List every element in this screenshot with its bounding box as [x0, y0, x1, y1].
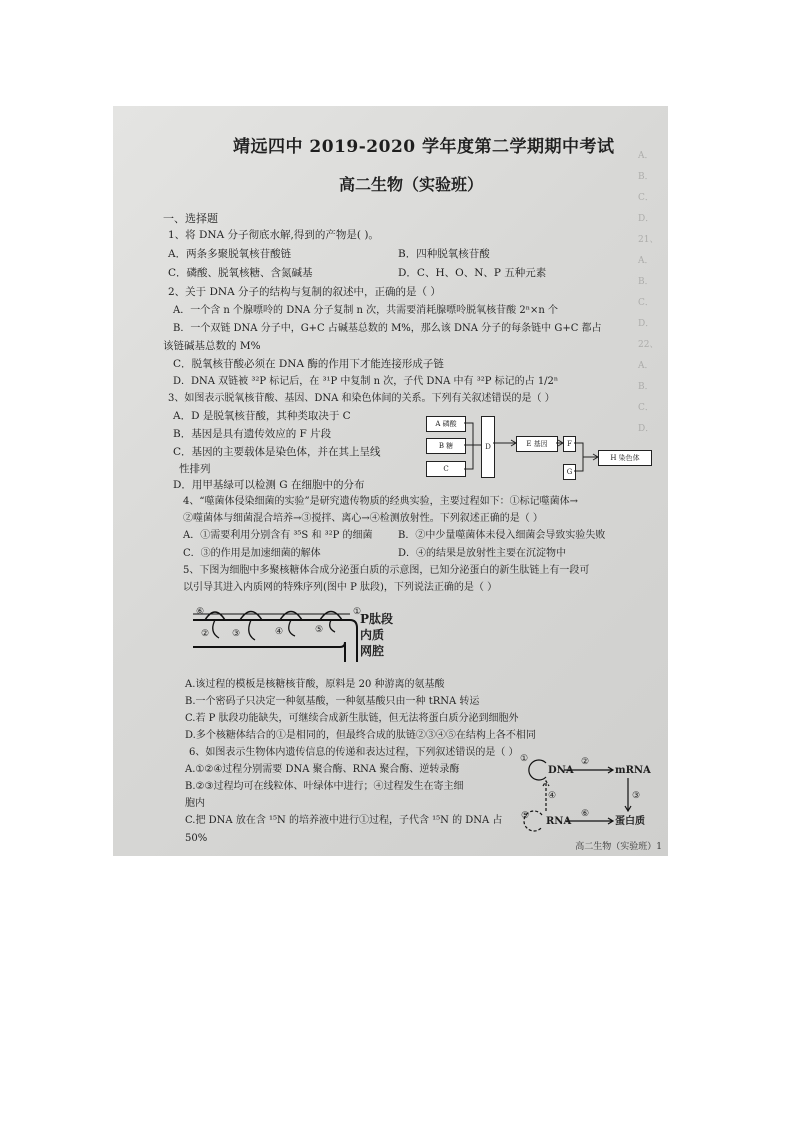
- q5-num-6: ⑥: [196, 607, 205, 617]
- q3-diagram: [423, 412, 653, 482]
- section-heading: 一、选择题: [163, 212, 218, 225]
- q6-num-4: ④: [548, 791, 557, 801]
- exam-subtitle: 高二生物（实验班）: [339, 175, 484, 194]
- q6-diagram: [518, 751, 658, 833]
- q5-diagram: [185, 602, 410, 662]
- q4-stem-line1: 4、“噬菌体侵染细菌的实验”是研究遗传物质的经典实验，主要过程如下：①标记噬菌体→: [183, 496, 578, 507]
- q1-option-d: D．C、H、O、N、P 五种元素: [398, 267, 547, 279]
- q6-num-6: ⑥: [581, 809, 590, 819]
- q4-option-b: B．②中少量噬菌体未侵入细菌会导致实验失败: [398, 530, 606, 541]
- q2-option-d: D．DNA 双链被 ³²P 标记后，在 ³¹P 中复制 n 次，子代 DNA 中有 ³²P 标记的占 1/2ⁿ: [173, 376, 559, 387]
- q6-option-c-line1: C.把 DNA 放在含 ¹⁵N 的培养液中进行①过程，子代含 ¹⁵N 的 DNA 占: [185, 815, 503, 826]
- label-protein: 蛋白质: [615, 816, 645, 827]
- q5-num-2: ②: [201, 629, 210, 639]
- page-footer: 高二生物（实验班）1: [575, 842, 662, 852]
- q3-option-b: B．基因是具有遗传效应的 F 片段: [173, 428, 332, 440]
- q1-option-b: B．四种脱氧核苷酸: [398, 248, 490, 260]
- q3-diagram-arrows: [423, 412, 653, 482]
- q6-option-b-line1: B.②③过程均可在线粒体、叶绿体中进行；④过程发生在寄主细: [185, 781, 464, 792]
- label-dna: DNA: [548, 765, 574, 776]
- q1-option-a: A．两条多聚脱氧核苷酸链: [168, 248, 292, 260]
- q5-stem-line1: 5、下图为细胞中多聚核糖体合成分泌蛋白质的示意图，已知分泌蛋白的新生肽链上有一段可: [183, 565, 590, 576]
- q2-option-b-line2: 该链碱基总数的 M%: [163, 340, 261, 352]
- q6-num-3: ③: [632, 791, 641, 801]
- label-mrna: mRNA: [615, 765, 651, 776]
- q6-num-1: ①: [520, 754, 529, 764]
- q3-stem: 3、如图表示脱氧核苷酸、基因、DNA 和染色体间的关系。下列有关叙述错误的是（ ）: [168, 393, 555, 404]
- q3-option-d: D．用甲基绿可以检测 G 在细胞中的分布: [173, 479, 365, 491]
- box-d: D: [481, 416, 495, 478]
- q6-stem: 6、如图表示生物体内遗传信息的传递和表达过程，下列叙述错误的是（ ）: [189, 747, 519, 758]
- q1-stem: 1、将 DNA 分子彻底水解,得到的产物是( )。: [168, 229, 379, 241]
- q5-num-4: ④: [275, 627, 284, 637]
- q6-num-2: ②: [581, 757, 590, 767]
- exam-title: 靖远四中 2019-2020 学年度第二学期期中考试: [233, 137, 615, 157]
- bleed-through-column: A． B． C． D． 21、 A． B． C． D． 22、 A． B． C． D．: [638, 151, 659, 434]
- q5-option-b: B.一个密码子只决定一种氨基酸，一种氨基酸只由一种 tRNA 转运: [185, 696, 480, 707]
- q1-option-c: C．磷酸、脱氧核糖、含氮碱基: [168, 267, 313, 279]
- label-er-2: 网腔: [360, 644, 385, 658]
- exam-photo: [113, 106, 668, 856]
- q2-option-c: C．脱氧核苷酸必须在 DNA 酶的作用下才能连接形成子链: [173, 358, 444, 370]
- q6-option-c-line2: 50%: [185, 833, 208, 844]
- q2-stem: 2、关于 DNA 分子的结构与复制的叙述中，正确的是（ ）: [168, 286, 441, 298]
- q6-option-b-line2: 胞内: [185, 798, 205, 809]
- label-er-1: 内质: [360, 628, 385, 642]
- q5-num-1: ①: [353, 607, 362, 617]
- q5-num-3: ③: [232, 629, 241, 639]
- q5-num-5: ⑤: [315, 625, 324, 635]
- box-a: A 磷酸: [426, 416, 466, 432]
- box-c: C: [426, 461, 466, 477]
- q4-stem-line2: ②噬菌体与细菌混合培养→③搅拌、离心→④检测放射性。下列叙述正确的是（ ）: [183, 513, 543, 524]
- q4-option-c: C．③的作用是加速细菌的解体: [183, 548, 321, 559]
- q5-option-a: A.该过程的模板是核糖核苷酸，原料是 20 种游离的氨基酸: [185, 679, 445, 690]
- box-b: B 糖: [426, 438, 466, 454]
- q3-option-c-line2: 性排列: [179, 463, 211, 475]
- q4-option-a: A．①需要利用分别含有 ³⁵S 和 ³²P 的细菌: [183, 530, 373, 541]
- q5-stem-line2: 以引导其进入内质网的特殊序列(图中 P 肽段)，下列说法正确的是（ ）: [183, 582, 498, 593]
- q2-option-b-line1: B．一个双链 DNA 分子中，G+C 占碱基总数的 M%，那么该 DNA 分子的每条链中 G+C 都占: [173, 323, 602, 334]
- box-h: H 染色体: [598, 450, 652, 466]
- q6-option-a: A.①②④过程分别需要 DNA 聚合酶、RNA 聚合酶、逆转录酶: [185, 764, 460, 775]
- q2-option-a: A．一个含 n 个腺嘌呤的 DNA 分子复制 n 次，共需要消耗腺嘌呤脱氧核苷酸 2ⁿ×n 个: [173, 305, 559, 316]
- q4-option-d: D．④的结果是放射性主要在沉淀物中: [398, 548, 567, 559]
- label-p-peptide: P肽段: [360, 612, 394, 626]
- label-rna: RNA: [546, 816, 572, 827]
- box-e: E 基因: [516, 436, 558, 452]
- box-g: G: [563, 464, 576, 480]
- q3-option-c-line1: C．基因的主要载体是染色体，并在其上呈线: [173, 446, 381, 458]
- q5-option-d: D.多个核糖体结合的①是相同的，但最终合成的肽链②③④⑤在结构上各不相同: [185, 730, 536, 741]
- q5-option-c: C.若 P 肽段功能缺失，可继续合成新生肽链，但无法将蛋白质分泌到细胞外: [185, 713, 519, 724]
- q3-option-a: A．D 是脱氧核苷酸，其种类取决于 C: [173, 410, 351, 422]
- q6-num-5: ⑤: [521, 811, 530, 821]
- box-f: F: [563, 436, 576, 452]
